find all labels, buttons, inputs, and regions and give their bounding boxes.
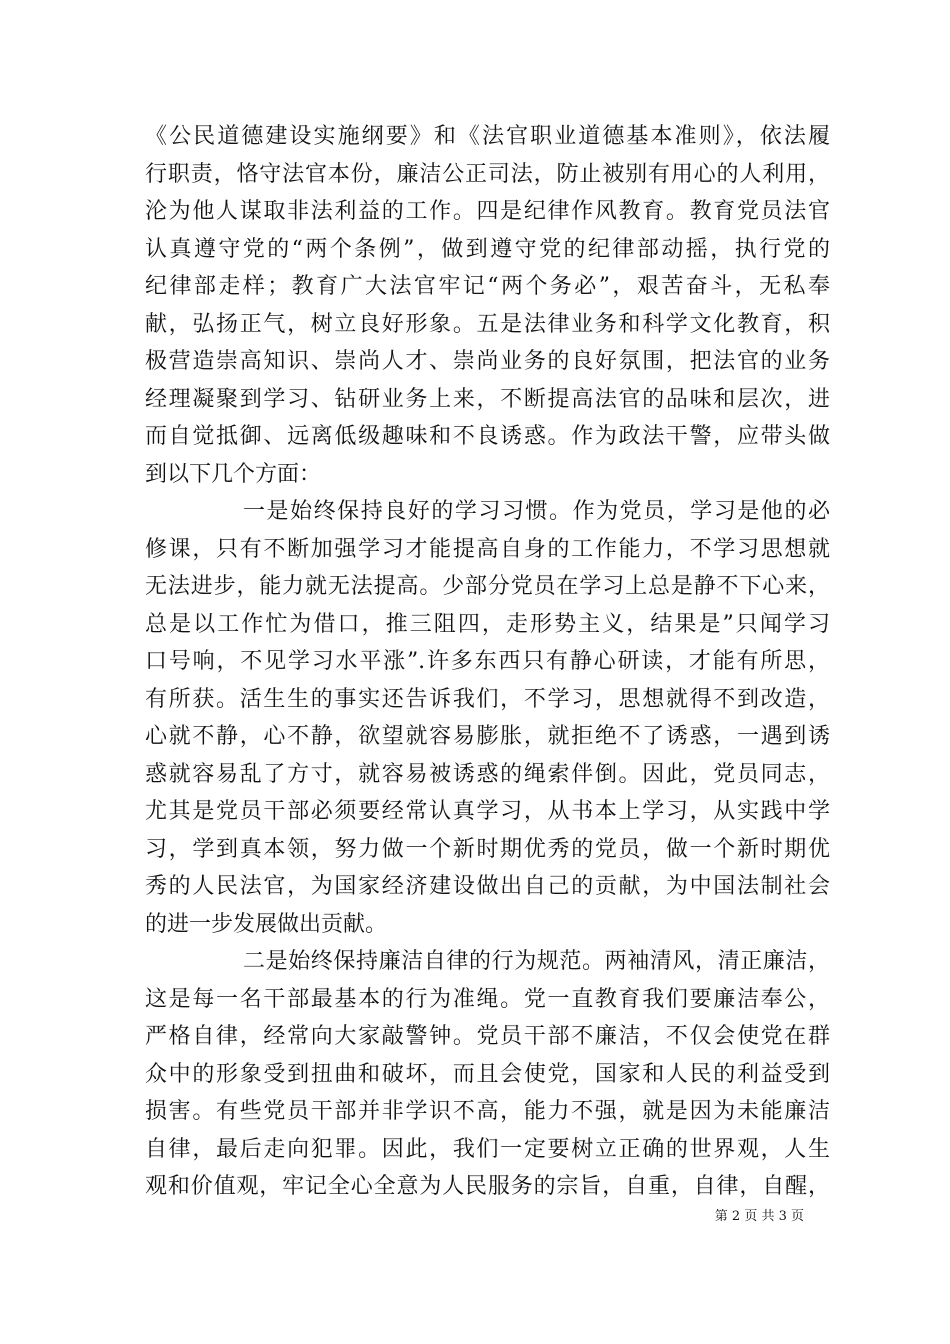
text-line: 口号响，不见学习水平涨”.许多东西只有静心研读，才能有所思， [145,649,830,674]
body-text [145,118,830,1206]
text-line: 纪律部走样；教育广大法官牢记“两个务必”，艰苦奋斗，无私奉 [145,274,830,299]
page-number-footer: 第 2 页 共 3 页 [714,1209,804,1224]
text-line: 《公民道德建设实施纲要》和《法官职业道德基本准则》，依法履 [145,124,830,149]
text-line: 惑就容易乱了方寸，就容易被诱惑的绳索伴倒。因此，党员同志， [145,761,830,787]
text-line: 一是始终保持良好的学习习惯。作为党员，学习是他的必 [243,499,830,524]
text-line: 尤其是党员干部必须要经常认真学习，从书本上学习，从实践中学 [145,799,830,824]
text-line: 众中的形象受到扭曲和破坏，而且会使党，国家和人民的利益受到 [145,1061,830,1087]
text-line: 总是以工作忙为借口，推三阻四，走形势主义，结果是”只闻学习 [145,611,830,637]
text-line: 严格自律，经常向大家敲警钟。党员干部不廉洁，不仅会使党在群 [145,1024,830,1049]
text-line: 损害。有些党员干部并非学识不高，能力不强，就是因为未能廉洁 [145,1099,830,1124]
text-line: 献，弘扬正气，树立良好形象。五是法律业务和科学文化教育，积 [145,311,830,337]
text-line: 极营造崇高知识、崇尚人才、崇尚业务的良好氛围，把法官的业务 [145,349,830,374]
text-line: 二是始终保持廉洁自律的行为规范。两袖清风，清正廉洁， [243,949,830,974]
paragraph-2 [145,493,830,943]
text-line: 行职责，恪守法官本份，廉洁公正司法，防止被别有用心的人利用， [145,161,830,187]
text-line: 的进一步发展做出贡献。 [145,911,388,937]
text-line: 这是每一名干部最基本的行为准绳。党一直教育我们要廉洁奉公， [145,986,830,1012]
text-line: 修课，只有不断加强学习才能提高自身的工作能力，不学习思想就 [145,536,830,562]
text-line: 到以下几个方面： [145,461,322,487]
text-line: 观和价值观，牢记全心全意为人民服务的宗旨，自重，自律，自醒， [145,1174,830,1199]
text-line: 经理凝聚到学习、钻研业务上来，不断提高法官的品味和层次，进 [145,386,830,412]
paragraph-3 [145,943,830,1206]
text-line: 而自觉抵御、远离低级趣味和不良诱惑。作为政法干警，应带头做 [145,424,830,449]
paragraph-1 [145,118,830,493]
text-line: 秀的人民法官，为国家经济建设做出自己的贡献，为中国法制社会 [145,874,830,899]
text-line: 认真遵守党的“两个条例”，做到遵守党的纪律部动摇，执行党的 [145,236,830,262]
text-line: 自律，最后走向犯罪。因此，我们一定要树立正确的世界观，人生 [145,1136,830,1162]
text-line: 心就不静，心不静，欲望就容易膨胀，就拒绝不了诱惑，一遇到诱 [145,724,830,749]
text-line: 沦为他人谋取非法利益的工作。四是纪律作风教育。教育党员法官 [145,199,830,224]
text-line: 习，学到真本领，努力做一个新时期优秀的党员，做一个新时期优 [145,836,830,862]
text-line: 有所获。活生生的事实还告诉我们，不学习，思想就得不到改造， [145,686,830,712]
text-line: 无法进步，能力就无法提高。少部分党员在学习上总是静不下心来， [145,574,830,599]
